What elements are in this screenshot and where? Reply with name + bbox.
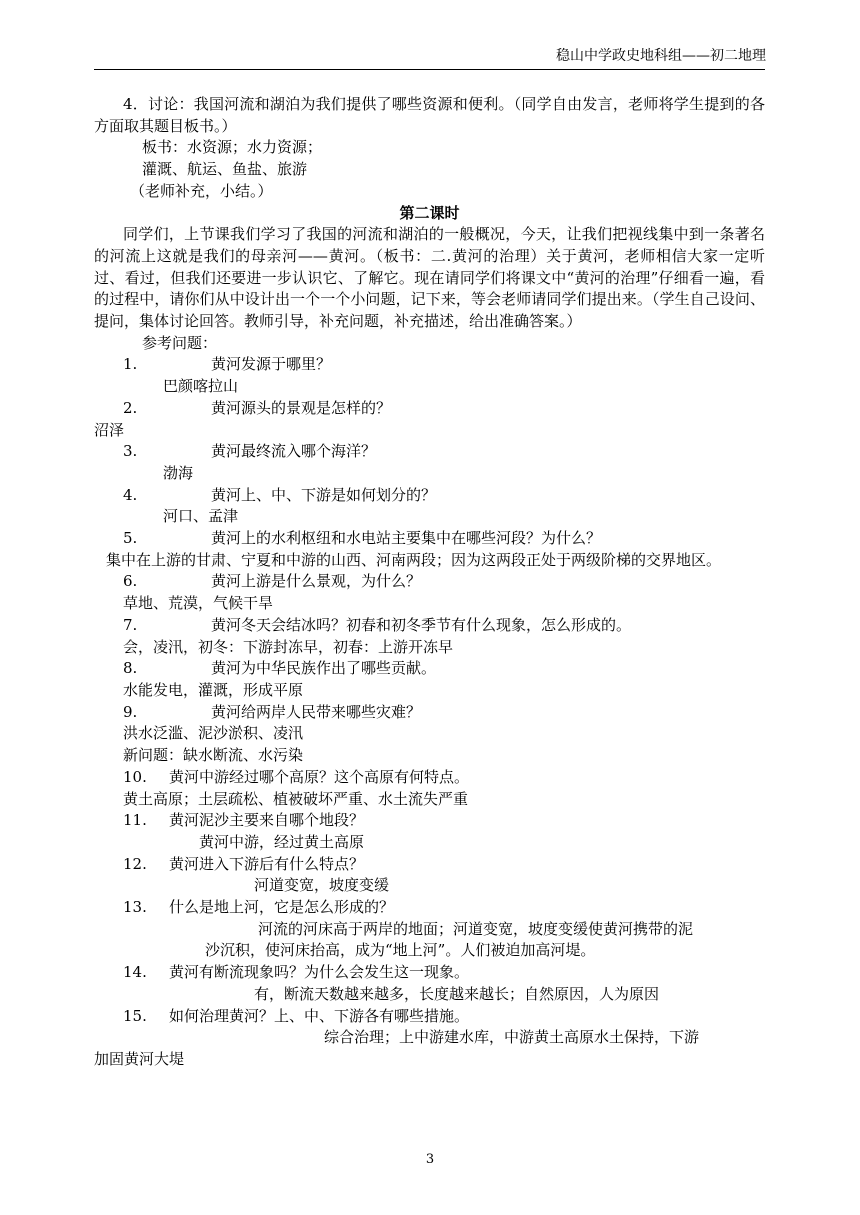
answer-8: 水能发电，灌溉，形成平原	[123, 680, 304, 699]
question-6	[94, 571, 765, 593]
question-number: 12.	[123, 854, 147, 873]
discussion-item: 4．讨论：我国河流和湖泊为我们提供了哪些资源和便利。（同学自由发言，老师将学生提到的各方面取其题目板书。）	[94, 95, 765, 135]
intro-paragraph: 同学们，上节课我们学习了我国的河流和湖泊的一般概况，今天，让我们把视线集中到一条著名的河流上这就是我们的母亲河——黄河。（板书：二.黄河的治理）关于黄河，老师相信大家一定听过、看过，但我们还要进一步认识它、了解它。现在请同学们将课文中“黄河的治理”仔细看一遍，看的过程中，请你们从中设计出一个一个小问题，记下来，等会老师请同学们提出来。（学生自己设问、提问，集体讨论回答。教师引导，补充问题，补充描述，给出准确答案。）	[94, 225, 765, 331]
question-number: 14.	[123, 963, 147, 982]
question-number: 2.	[123, 398, 138, 417]
question-11	[94, 810, 765, 832]
question-text: 黄河为中华民族作出了哪些贡献。	[211, 659, 437, 678]
question-number: 10.	[123, 767, 147, 786]
question-2	[94, 398, 765, 420]
answer-11: 黄河中游，经过黄土高原	[199, 832, 365, 851]
question-text: 黄河有断流现象吗？为什么会发生这一现象。	[169, 963, 470, 982]
section-title: 第二课时	[399, 203, 460, 222]
answer-3: 渤海	[163, 463, 194, 482]
question-10	[94, 767, 765, 789]
answer-1: 巴颜喀拉山	[163, 377, 239, 396]
answer-4: 河口、孟津	[163, 507, 239, 526]
question-text: 黄河给两岸人民带来哪些灾难？	[211, 702, 422, 721]
answer-15: 综合治理；上中游建水库，中游黄土高原水土保持，下游	[324, 1028, 700, 1047]
question-1	[94, 354, 765, 376]
question-number: 8.	[123, 659, 138, 678]
answer-9: 洪水泛滥、泥沙淤积、凌汛	[123, 724, 304, 743]
question-text: 如何治理黄河？上、中、下游各有哪些措施。	[169, 1006, 470, 1025]
question-3	[94, 441, 765, 463]
question-12	[94, 854, 765, 876]
question-4	[94, 485, 765, 507]
question-8	[94, 658, 765, 680]
question-number: 5.	[123, 529, 138, 548]
question-text: 黄河冬天会结冰吗？初春和初冬季节有什么现象，怎么形成的。	[211, 615, 632, 634]
answer-13: 河流的河床高于两岸的地面；河道变宽，坡度变缓使黄河携带的泥	[258, 919, 694, 938]
answer-10: 黄土高原；土层疏松、植被破坏严重、水土流失严重	[123, 789, 469, 808]
document-body	[94, 94, 765, 1071]
board-line-2: 灌溉、航运、鱼盐、旅游	[142, 160, 308, 179]
question-text: 黄河最终流入哪个海洋？	[211, 442, 377, 461]
teacher-summary: （老师补充，小结。）	[130, 181, 273, 200]
question-text: 黄河上游是什么景观，为什么？	[211, 572, 422, 591]
answer-2: 沼泽	[94, 420, 125, 439]
question-text: 黄河发源于哪里？	[211, 355, 332, 374]
question-number: 3.	[123, 442, 138, 461]
question-number: 9.	[123, 702, 138, 721]
answer-13-continued: 沙沉积，使河床抬高，成为“地上河”。人们被迫加高河堤。	[205, 941, 596, 960]
question-7	[94, 615, 765, 637]
answer-5: 集中在上游的甘肃、宁夏和中游的山西、河南两段；因为这两段正处于两级阶梯的交界地区。	[106, 550, 722, 569]
answer-14: 有，断流天数越来越多，长度越来越长；自然原因，人为原因	[254, 984, 660, 1003]
reference-label: 参考问题：	[142, 333, 218, 352]
answer-15-continued: 加固黄河大堤	[94, 1049, 185, 1068]
question-14	[94, 962, 765, 984]
answer-7: 会，凌汛，初冬：下游封冻早，初春：上游开冻早	[123, 637, 454, 656]
header-divider	[94, 69, 765, 70]
answer-9-new-problems: 新问题：缺水断流、水污染	[123, 746, 304, 765]
question-text: 黄河中游经过哪个高原？这个高原有何特点。	[169, 767, 470, 786]
answer-12: 河道变宽，坡度变缓	[254, 876, 390, 895]
question-text: 黄河泥沙主要来自哪个地段？	[169, 811, 365, 830]
board-line-1: 板书：水资源；水力资源；	[142, 138, 323, 157]
question-text: 黄河上、中、下游是如何划分的？	[211, 485, 437, 504]
question-15	[94, 1006, 765, 1028]
question-number: 7.	[123, 615, 138, 634]
question-text: 黄河上的水利枢纽和水电站主要集中在哪些河段？为什么？	[211, 529, 602, 548]
question-text: 黄河进入下游后有什么特点？	[169, 854, 365, 873]
page-header: 稳山中学政史地科组——初二地理	[556, 48, 766, 64]
question-13	[94, 897, 765, 919]
question-number: 1.	[123, 355, 138, 374]
question-number: 15.	[123, 1006, 147, 1025]
question-9	[94, 702, 765, 724]
answer-6: 草地、荒漠，气候干旱	[123, 594, 274, 613]
page-number: 3	[425, 1152, 435, 1167]
question-number: 13.	[123, 898, 147, 917]
question-5	[94, 528, 765, 550]
question-text: 黄河源头的景观是怎样的？	[211, 398, 392, 417]
question-number: 4.	[123, 485, 138, 504]
question-number: 11.	[123, 811, 147, 830]
question-number: 6.	[123, 572, 138, 591]
question-text: 什么是地上河，它是怎么形成的？	[169, 898, 395, 917]
